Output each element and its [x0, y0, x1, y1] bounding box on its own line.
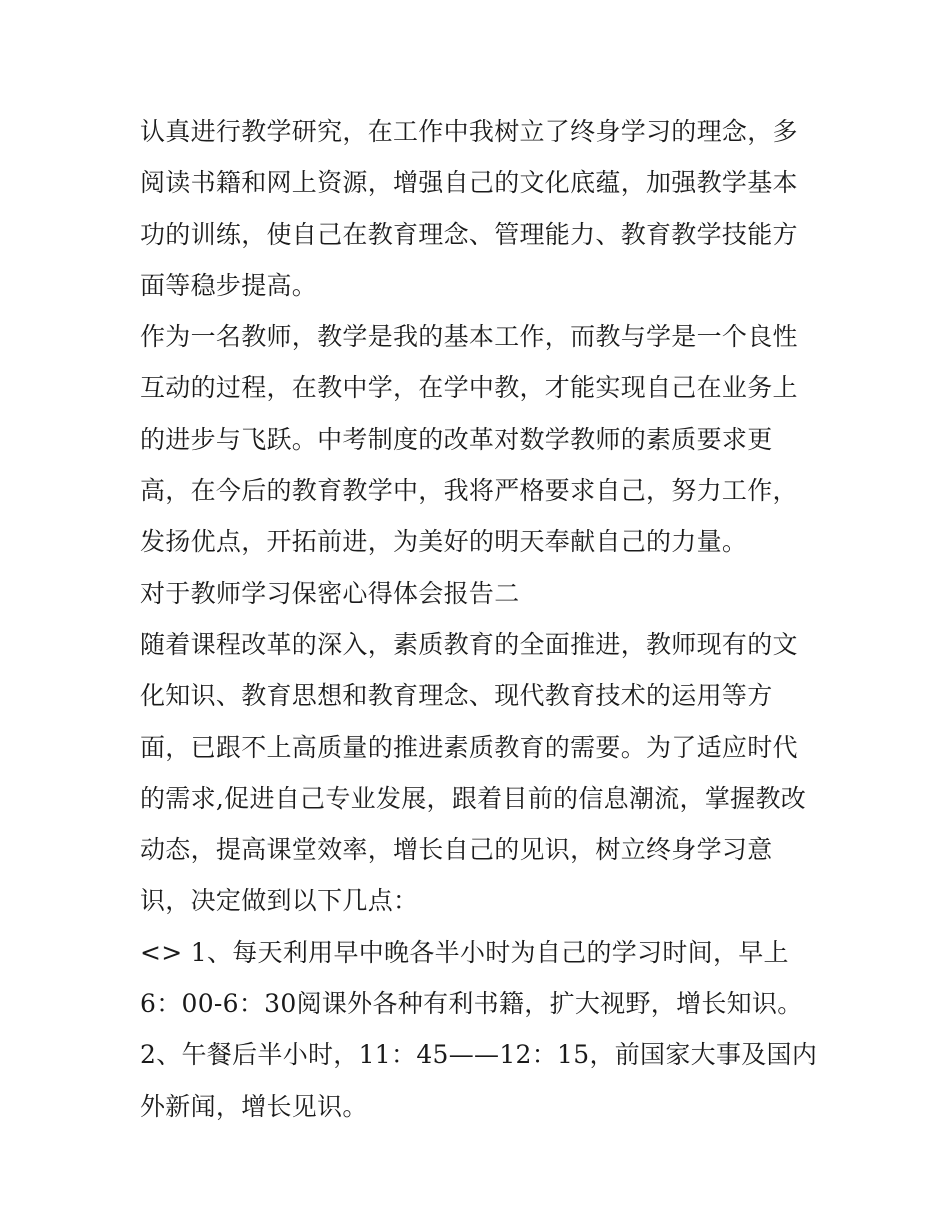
list-item-2: 2、午餐后半小时，11：45——12：15，前国家大事及国内外新闻，增长见识。	[140, 1040, 818, 1121]
paragraph-curriculum-reform: 随着课程改革的深入，素质教育的全面推进，教师现有的文化知识、教育思想和教育理念、现代教育技术的运用等方面，已跟不上高质量的推进素质教育的需要。为了适应时代的需求,促进自己专业发展，跟着目前的信息潮流，掌握教改动态，提高课堂效率，增长自己的见识，树立终身学习意识，决定做到以下几点：	[140, 629, 807, 916]
document-body	[140, 106, 820, 1132]
section-heading: 对于教师学习保密心得体会报告二	[140, 578, 520, 608]
paragraph-teacher-role: 作为一名教师，教学是我的基本工作，而教与学是一个良性互动的过程，在教中学，在学中教，才能实现自己在业务上的进步与飞跃。中考制度的改革对数学教师的素质要求更高，在今后的教育教学中，我将严格要求自己，努力工作，发扬优点，开拓前进，为美好的明天奉献自己的力量。	[140, 322, 798, 557]
paragraph-teaching-research: 认真进行教学研究，在工作中我树立了终身学习的理念，多阅读书籍和网上资源，增强自己的文化底蕴，加强教学基本功的训练，使自己在教育理念、管理能力、教育教学技能方面等稳步提高。	[140, 117, 798, 300]
list-item-1: <> 1、每天利用早中晚各半小时为自己的学习时间，早上6：00-6：30阅课外各种有利书籍，扩大视野，增长知识。	[140, 937, 803, 1019]
